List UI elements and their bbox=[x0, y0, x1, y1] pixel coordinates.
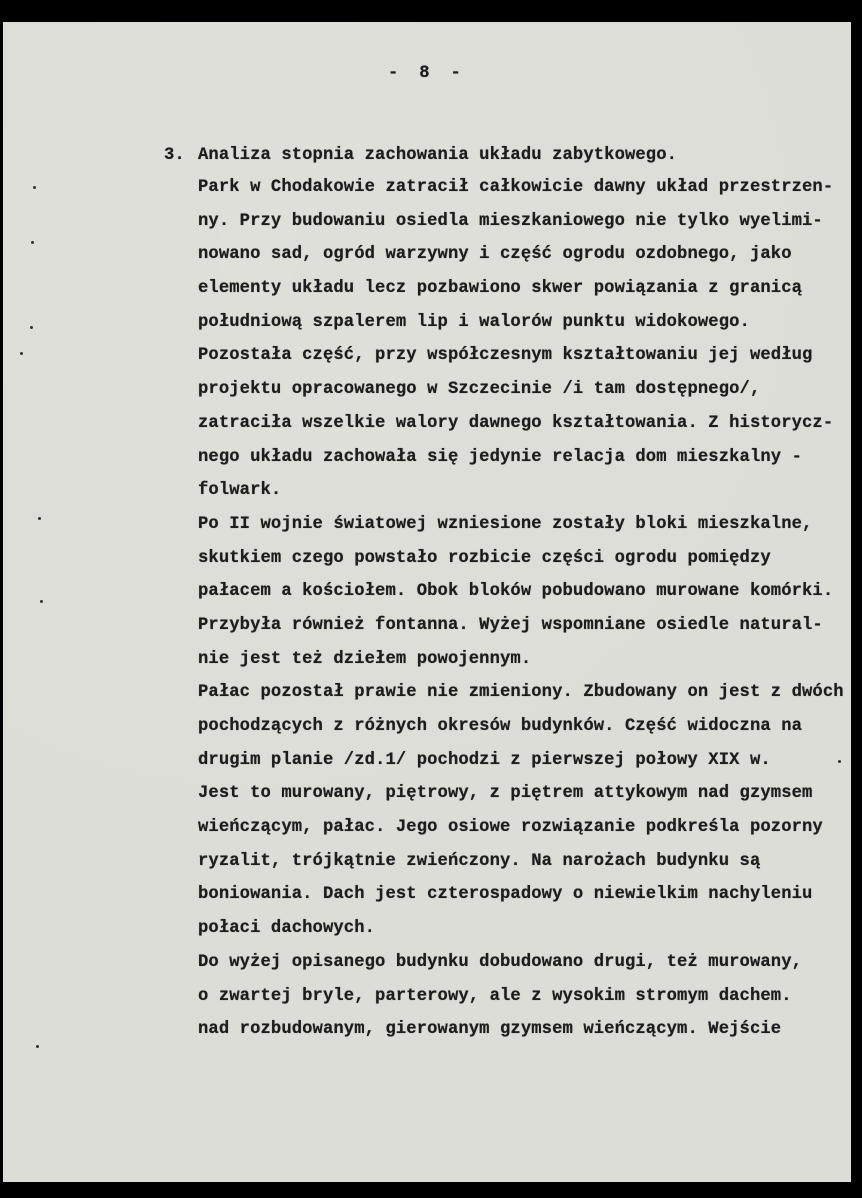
text-line: pałacem a kościołem. Obok bloków pobudowano murowane komórki. bbox=[198, 582, 834, 602]
text-line: pochodzących z różnych okresów budynków. Część widoczna na bbox=[198, 717, 803, 736]
text-line: projektu opracowanego w Szczecinie /i tam dostępnego/, bbox=[198, 380, 761, 400]
text-line: nie jest też dziełem powojennym. bbox=[198, 649, 532, 669]
speck bbox=[38, 517, 41, 520]
section-number: 3. bbox=[164, 146, 185, 165]
speck bbox=[36, 1045, 39, 1048]
page-number: - 8 - bbox=[388, 64, 461, 83]
text-line: o zwartej bryle, parterowy, ale z wysokim stromym dachem. bbox=[198, 986, 792, 1006]
speck bbox=[33, 186, 36, 189]
speck bbox=[40, 600, 43, 603]
speck bbox=[31, 241, 34, 244]
text-line: drugim planie /zd.1/ pochodzi z pierwszej połowy XIX w. bbox=[198, 750, 771, 770]
text-line: elementy układu lecz pozbawiono skwer powiązania z granicą bbox=[198, 279, 803, 299]
text-line: Do wyżej opisanego budynku dobudowano drugi, też murowany, bbox=[198, 952, 803, 972]
text-line: połaci dachowych. bbox=[198, 919, 376, 939]
text-line: skutkiem czego powstało rozbicie części ogrodu pomiędzy bbox=[198, 548, 771, 568]
text-line: ryzalit, trójkątnie zwieńczony. Na narożach budynku są bbox=[198, 851, 761, 871]
document-body bbox=[198, 176, 844, 1052]
text-line: folwark. bbox=[198, 481, 282, 501]
text-line: Park w Chodakowie zatracił całkowicie dawny układ przestrzen- bbox=[198, 178, 834, 197]
speck bbox=[20, 352, 23, 355]
text-line: nego układu zachowała się jedynie relacja dom mieszkalny - bbox=[198, 447, 803, 467]
speck bbox=[838, 760, 841, 763]
text-line: Po II wojnie światowej wzniesione zostały bloki mieszkalne, bbox=[198, 514, 813, 534]
text-line: ny. Przy budowaniu osiedla mieszkaniowego nie tylko wyelimi- bbox=[198, 211, 823, 231]
text-line: nowano sad, ogród warzywny i część ogrodu ozdobnego, jako bbox=[198, 245, 792, 265]
text-line: wieńczącym, pałac. Jego osiowe rozwiązanie podkreśla pozorny bbox=[198, 818, 823, 838]
speck bbox=[30, 326, 33, 329]
text-line: nad rozbudowanym, gierowanym gzymsem wieńczącym. Wejście bbox=[198, 1020, 782, 1040]
text-line: południową szpalerem lip i walorów punktu widokowego. bbox=[198, 312, 750, 332]
text-line: zatraciła wszelkie walory dawnego kształtowania. Z historycz- bbox=[198, 413, 834, 433]
text-line: Jest to murowany, piętrowy, z piętrem attykowym nad gzymsem bbox=[198, 784, 813, 804]
text-line: Przybyła również fontanna. Wyżej wspomniane osiedle natural- bbox=[198, 615, 823, 635]
text-line: boniowania. Dach jest czterospadowy o niewielkim nachyleniu bbox=[198, 885, 813, 905]
section-title: Analiza stopnia zachowania układu zabytkowego. bbox=[198, 146, 678, 165]
text-line: Pozostała część, przy współczesnym kształtowaniu jej według bbox=[198, 346, 813, 366]
text-line: Pałac pozostał prawie nie zmieniony. Zbudowany on jest z dwóch bbox=[198, 683, 844, 703]
